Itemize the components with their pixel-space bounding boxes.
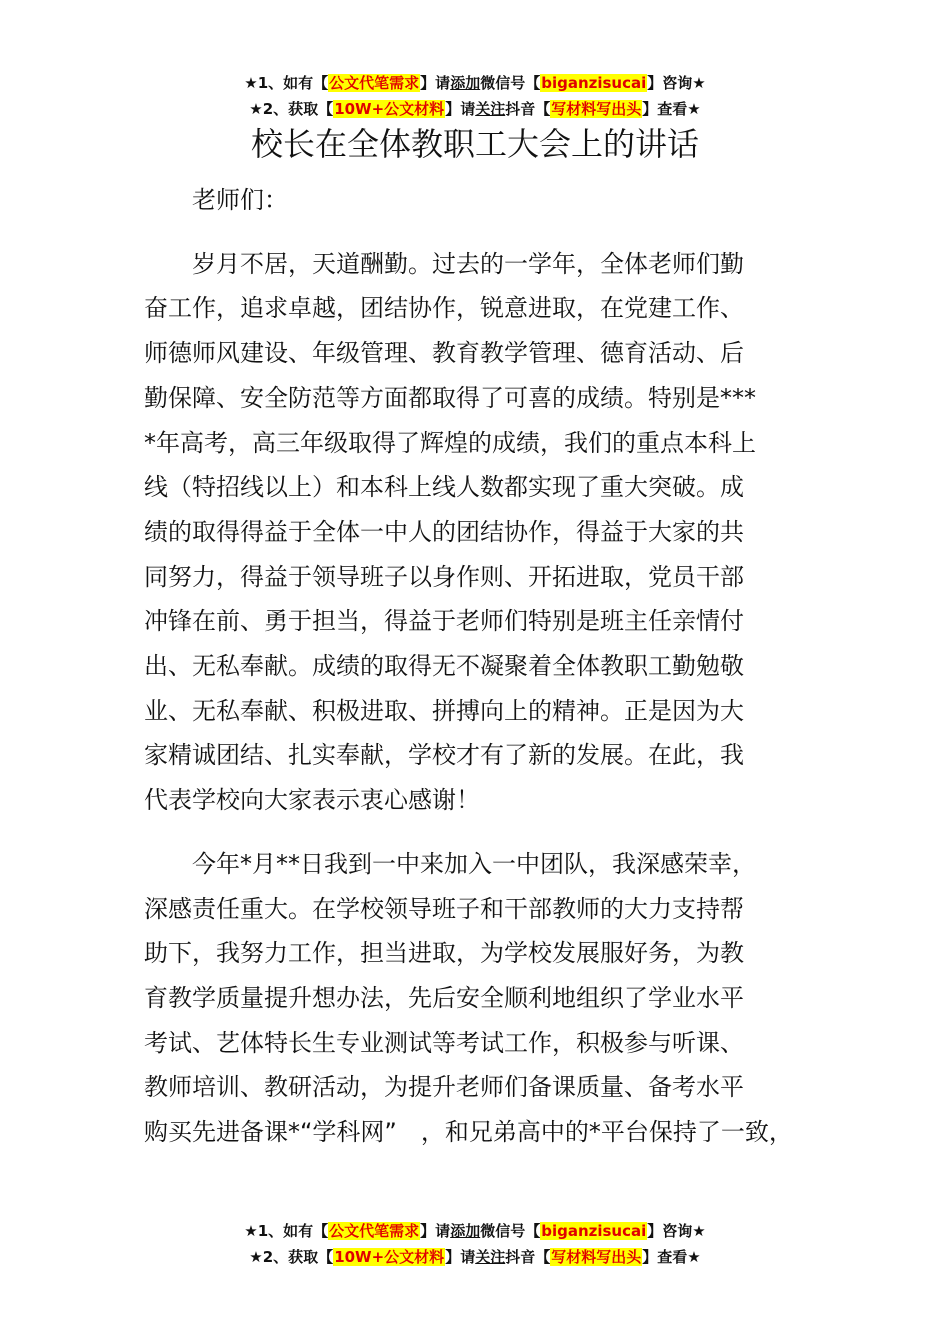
banner-text: ★1、如有【 [244, 74, 329, 92]
paragraph-line: 师德师风建设、年级管理、教育教学管理、德育活动、后 [144, 339, 744, 368]
paragraph-line: 家精诚团结、扎实奉献，学校才有了新的发展。在此，我 [144, 741, 744, 770]
banner-underlined: 关注 [475, 1248, 506, 1266]
banner-text: 】咨询★ [647, 1222, 706, 1240]
paragraph-line: 岁月不居，天道酬勤。过去的一学年，全体老师们勤 [192, 249, 744, 278]
banner-text: ★2、获取【 [249, 1248, 334, 1266]
banner-text: 】请 [445, 100, 476, 118]
banner-text: ★2、获取【 [249, 100, 334, 118]
banner-line-2 [0, 1244, 950, 1270]
salutation: 老师们： [192, 186, 288, 214]
paragraph-line: *年高考，高三年级取得了辉煌的成绩，我们的重点本科上 [144, 428, 756, 457]
paragraph-line: 奋工作，追求卓越，团结协作，锐意进取，在党建工作、 [144, 294, 744, 323]
header-banner [0, 70, 950, 122]
banner-text: 】咨询★ [647, 74, 706, 92]
banner-highlight: 写材料写出头 [551, 100, 642, 118]
banner-underlined: 添加 [450, 74, 481, 92]
banner-underlined: 关注 [475, 100, 506, 118]
document-title: 校长在全体教职工大会上的讲话 [250, 125, 699, 163]
paragraph-line: 考试、艺体特长生专业测试等考试工作，积极参与听课、 [144, 1028, 744, 1057]
paragraph-line: 同努力，得益于领导班子以身作则、开拓进取，党员干部 [144, 562, 744, 591]
paragraph-line: 勤保障、安全防范等方面都取得了可喜的成绩。特别是*** [144, 383, 756, 412]
banner-highlight: 写材料写出头 [551, 1248, 642, 1266]
banner-text: 抖音【 [505, 100, 551, 118]
banner-highlight: biganzisucai [541, 74, 647, 92]
paragraph-2 [144, 842, 808, 1155]
banner-highlight: biganzisucai [541, 1222, 647, 1240]
banner-highlight: 公文代笔需求 [329, 74, 420, 92]
banner-highlight: 10W+公文材料 [334, 1248, 445, 1266]
banner-line-1 [0, 70, 950, 96]
banner-text: 】请 [420, 74, 451, 92]
banner-text: ★1、如有【 [244, 1222, 329, 1240]
banner-text: 】请 [420, 1222, 451, 1240]
banner-text: 】查看★ [642, 100, 701, 118]
paragraph-line: 育教学质量提升想办法，先后安全顺利地组织了学业水平 [144, 983, 744, 1012]
footer-banner [0, 1218, 950, 1270]
banner-text: 抖音【 [505, 1248, 551, 1266]
banner-underlined: 添加 [450, 1222, 481, 1240]
paragraph-1 [144, 242, 808, 823]
paragraph-line: 深感责任重大。在学校领导班子和干部教师的大力支持帮 [144, 894, 744, 923]
banner-line-1 [0, 1218, 950, 1244]
banner-text: 】请 [445, 1248, 476, 1266]
paragraph-line: 助下，我努力工作，担当进取，为学校发展服好务，为教 [144, 939, 744, 968]
document-body [144, 178, 808, 1174]
paragraph-line: 线（特招线以上）和本科上线人数都实现了重大突破。成 [144, 473, 744, 502]
paragraph-line: 今年*月**日我到一中来加入一中团队，我深感荣幸， [192, 849, 756, 878]
banner-text: 微信号【 [480, 74, 541, 92]
paragraph-line: 冲锋在前、勇于担当，得益于老师们特别是班主任亲情付 [144, 607, 744, 636]
banner-text: 微信号【 [480, 1222, 541, 1240]
banner-line-2 [0, 96, 950, 122]
paragraph-line: 出、无私奉献。成绩的取得无不凝聚着全体教职工勤勉敬 [144, 652, 744, 681]
paragraph-line: 业、无私奉献、积极进取、拼搏向上的精神。正是因为大 [144, 696, 744, 725]
paragraph-line: 代表学校向大家表示衷心感谢！ [144, 786, 480, 815]
paragraph-line: 绩的取得得益于全体一中人的团结协作，得益于大家的共 [144, 517, 744, 546]
banner-highlight: 10W+公文材料 [334, 100, 445, 118]
banner-highlight: 公文代笔需求 [329, 1222, 420, 1240]
paragraph-line: 购买先进备课*“学科网” ，和兄弟高中的*平台保持了一致， [144, 1118, 793, 1147]
banner-text: 】查看★ [642, 1248, 701, 1266]
paragraph-line: 教师培训、教研活动，为提升老师们备课质量、备考水平 [144, 1073, 744, 1102]
